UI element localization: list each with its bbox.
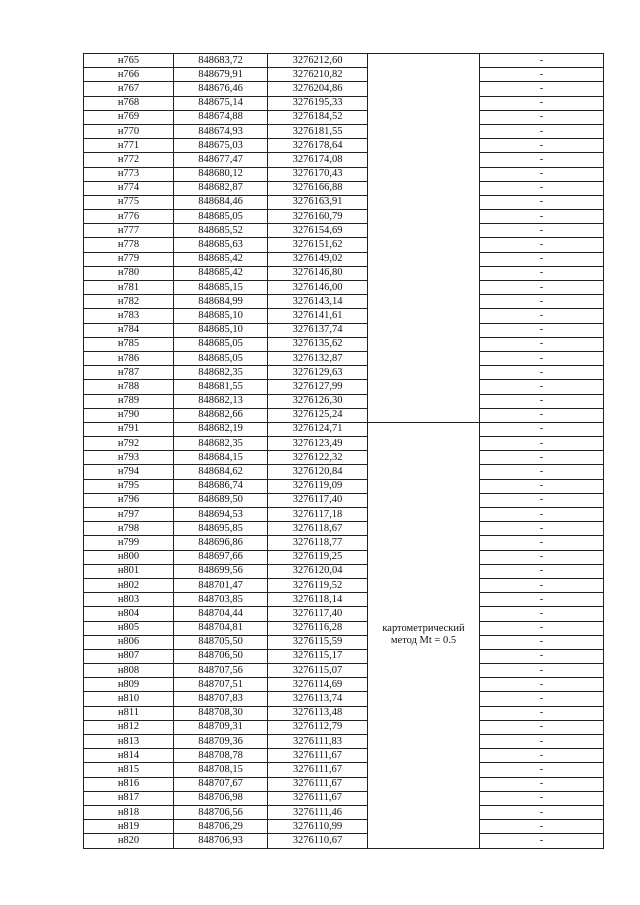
y-coordinate-cell: 3276117,40: [268, 607, 368, 621]
accuracy-note-cell: -: [480, 181, 604, 195]
y-coordinate-cell: 3276119,09: [268, 479, 368, 493]
point-id-cell: н815: [84, 763, 174, 777]
table-row: [84, 791, 604, 805]
y-coordinate-cell: 3276118,77: [268, 536, 368, 550]
accuracy-note-cell: -: [480, 649, 604, 663]
table-row: [84, 337, 604, 351]
y-coordinate-cell: 3276111,46: [268, 805, 368, 819]
x-coordinate-cell: 848705,50: [174, 635, 268, 649]
accuracy-note-cell: -: [480, 110, 604, 124]
accuracy-note-cell: -: [480, 153, 604, 167]
y-coordinate-cell: 3276114,69: [268, 678, 368, 692]
table-row: [84, 195, 604, 209]
accuracy-note-cell: -: [480, 337, 604, 351]
point-id-cell: н774: [84, 181, 174, 195]
accuracy-note-cell: -: [480, 238, 604, 252]
x-coordinate-cell: 848707,51: [174, 678, 268, 692]
x-coordinate-cell: 848682,13: [174, 394, 268, 408]
accuracy-note-cell: -: [480, 54, 604, 68]
x-coordinate-cell: 848696,86: [174, 536, 268, 550]
x-coordinate-cell: 848685,05: [174, 337, 268, 351]
point-id-cell: н773: [84, 167, 174, 181]
table-row: [84, 110, 604, 124]
accuracy-note-cell: -: [480, 139, 604, 153]
table-row: [84, 678, 604, 692]
accuracy-note-cell: -: [480, 380, 604, 394]
x-coordinate-cell: 848685,05: [174, 351, 268, 365]
method-line-2: метод Mt = 0.5: [390, 635, 457, 647]
y-coordinate-cell: 3276174,08: [268, 153, 368, 167]
y-coordinate-cell: 3276132,87: [268, 351, 368, 365]
table-row: [84, 820, 604, 834]
table-row: [84, 578, 604, 592]
accuracy-note-cell: -: [480, 678, 604, 692]
table-row: [84, 692, 604, 706]
table-row: [84, 465, 604, 479]
x-coordinate-cell: 848674,88: [174, 110, 268, 124]
y-coordinate-cell: 3276117,18: [268, 508, 368, 522]
y-coordinate-cell: 3276115,59: [268, 635, 368, 649]
point-id-cell: н785: [84, 337, 174, 351]
y-coordinate-cell: 3276120,04: [268, 564, 368, 578]
y-coordinate-cell: 3276141,61: [268, 309, 368, 323]
accuracy-note-cell: -: [480, 167, 604, 181]
x-coordinate-cell: 848675,03: [174, 139, 268, 153]
table-row: [84, 635, 604, 649]
accuracy-note-cell: -: [480, 664, 604, 678]
point-id-cell: н772: [84, 153, 174, 167]
table-row: [84, 408, 604, 422]
x-coordinate-cell: 848708,78: [174, 749, 268, 763]
table-row: [84, 508, 604, 522]
table-row: [84, 380, 604, 394]
x-coordinate-cell: 848685,10: [174, 309, 268, 323]
point-id-cell: н777: [84, 224, 174, 238]
accuracy-note-cell: -: [480, 82, 604, 96]
point-id-cell: н797: [84, 508, 174, 522]
point-id-cell: н794: [84, 465, 174, 479]
accuracy-note-cell: -: [480, 706, 604, 720]
x-coordinate-cell: 848685,63: [174, 238, 268, 252]
x-coordinate-cell: 848704,44: [174, 607, 268, 621]
table-row: [84, 649, 604, 663]
table-row: [84, 550, 604, 564]
accuracy-note-cell: -: [480, 465, 604, 479]
y-coordinate-cell: 3276149,02: [268, 252, 368, 266]
table-row: [84, 536, 604, 550]
accuracy-note-cell: -: [480, 621, 604, 635]
x-coordinate-cell: 848675,14: [174, 96, 268, 110]
table-row: [84, 564, 604, 578]
accuracy-note-cell: -: [480, 309, 604, 323]
y-coordinate-cell: 3276117,40: [268, 493, 368, 507]
table-row: [84, 522, 604, 536]
accuracy-note-cell: -: [480, 820, 604, 834]
point-id-cell: н778: [84, 238, 174, 252]
x-coordinate-cell: 848697,66: [174, 550, 268, 564]
accuracy-note-cell: -: [480, 422, 604, 436]
x-coordinate-cell: 848699,56: [174, 564, 268, 578]
point-id-cell: н798: [84, 522, 174, 536]
accuracy-note-cell: -: [480, 763, 604, 777]
x-coordinate-cell: 848685,52: [174, 224, 268, 238]
table-row: [84, 720, 604, 734]
point-id-cell: н806: [84, 635, 174, 649]
table-row: [84, 366, 604, 380]
accuracy-note-cell: -: [480, 210, 604, 224]
table-row: [84, 153, 604, 167]
accuracy-note-cell: -: [480, 522, 604, 536]
accuracy-note-cell: -: [480, 351, 604, 365]
x-coordinate-cell: 848679,91: [174, 68, 268, 82]
y-coordinate-cell: 3276113,48: [268, 706, 368, 720]
table-row: [84, 763, 604, 777]
table-row: [84, 777, 604, 791]
point-id-cell: н782: [84, 295, 174, 309]
table-row: [84, 834, 604, 848]
table-row: [84, 735, 604, 749]
accuracy-note-cell: -: [480, 692, 604, 706]
accuracy-note-cell: -: [480, 96, 604, 110]
y-coordinate-cell: 3276212,60: [268, 54, 368, 68]
point-id-cell: н812: [84, 720, 174, 734]
x-coordinate-cell: 848674,93: [174, 124, 268, 138]
x-coordinate-cell: 848685,15: [174, 281, 268, 295]
x-coordinate-cell: 848709,36: [174, 735, 268, 749]
table-row: [84, 451, 604, 465]
x-coordinate-cell: 848682,35: [174, 437, 268, 451]
accuracy-note-cell: -: [480, 735, 604, 749]
x-coordinate-cell: 848694,53: [174, 508, 268, 522]
y-coordinate-cell: 3276110,67: [268, 834, 368, 848]
table-row: [84, 706, 604, 720]
x-coordinate-cell: 848681,55: [174, 380, 268, 394]
x-coordinate-cell: 848707,56: [174, 664, 268, 678]
table-row: [84, 394, 604, 408]
x-coordinate-cell: 848706,56: [174, 805, 268, 819]
accuracy-note-cell: -: [480, 550, 604, 564]
table-row: [84, 493, 604, 507]
y-coordinate-cell: 3276113,74: [268, 692, 368, 706]
method-line-1: картометрический: [382, 623, 465, 635]
table-row: [84, 664, 604, 678]
y-coordinate-cell: 3276110,99: [268, 820, 368, 834]
point-id-cell: н770: [84, 124, 174, 138]
point-id-cell: н775: [84, 195, 174, 209]
point-id-cell: н788: [84, 380, 174, 394]
accuracy-note-cell: -: [480, 635, 604, 649]
y-coordinate-cell: 3276163,91: [268, 195, 368, 209]
point-id-cell: н787: [84, 366, 174, 380]
point-id-cell: н803: [84, 593, 174, 607]
x-coordinate-cell: 848684,15: [174, 451, 268, 465]
table-row: [84, 167, 604, 181]
x-coordinate-cell: 848686,74: [174, 479, 268, 493]
point-id-cell: н783: [84, 309, 174, 323]
table-row: [84, 54, 604, 68]
table-row: [84, 181, 604, 195]
coordinates-table: [83, 53, 604, 849]
table-row: [84, 238, 604, 252]
y-coordinate-cell: 3276116,28: [268, 621, 368, 635]
y-coordinate-cell: 3276123,49: [268, 437, 368, 451]
y-coordinate-cell: 3276111,83: [268, 735, 368, 749]
point-id-cell: н820: [84, 834, 174, 848]
accuracy-note-cell: -: [480, 124, 604, 138]
x-coordinate-cell: 848706,98: [174, 791, 268, 805]
y-coordinate-cell: 3276195,33: [268, 96, 368, 110]
point-id-cell: н781: [84, 281, 174, 295]
accuracy-note-cell: -: [480, 437, 604, 451]
y-coordinate-cell: 3276154,69: [268, 224, 368, 238]
point-id-cell: н804: [84, 607, 174, 621]
point-id-cell: н819: [84, 820, 174, 834]
x-coordinate-cell: 848685,05: [174, 210, 268, 224]
accuracy-note-cell: -: [480, 791, 604, 805]
y-coordinate-cell: 3276210,82: [268, 68, 368, 82]
accuracy-note-cell: -: [480, 607, 604, 621]
table-row: [84, 224, 604, 238]
point-id-cell: н818: [84, 805, 174, 819]
accuracy-note-cell: -: [480, 394, 604, 408]
table-row: [84, 805, 604, 819]
accuracy-note-cell: -: [480, 479, 604, 493]
point-id-cell: н776: [84, 210, 174, 224]
accuracy-note-cell: -: [480, 805, 604, 819]
point-id-cell: н799: [84, 536, 174, 550]
point-id-cell: н769: [84, 110, 174, 124]
accuracy-note-cell: -: [480, 777, 604, 791]
table-row: [84, 210, 604, 224]
point-id-cell: н790: [84, 408, 174, 422]
x-coordinate-cell: 848706,50: [174, 649, 268, 663]
point-id-cell: н767: [84, 82, 174, 96]
accuracy-note-cell: -: [480, 749, 604, 763]
y-coordinate-cell: 3276119,52: [268, 578, 368, 592]
table-row: [84, 252, 604, 266]
y-coordinate-cell: 3276118,67: [268, 522, 368, 536]
x-coordinate-cell: 848682,35: [174, 366, 268, 380]
accuracy-note-cell: -: [480, 323, 604, 337]
x-coordinate-cell: 848677,47: [174, 153, 268, 167]
y-coordinate-cell: 3276122,32: [268, 451, 368, 465]
y-coordinate-cell: 3276181,55: [268, 124, 368, 138]
x-coordinate-cell: 848708,30: [174, 706, 268, 720]
accuracy-note-cell: -: [480, 834, 604, 848]
y-coordinate-cell: 3276170,43: [268, 167, 368, 181]
y-coordinate-cell: 3276184,52: [268, 110, 368, 124]
point-id-cell: н795: [84, 479, 174, 493]
x-coordinate-cell: 848708,15: [174, 763, 268, 777]
point-id-cell: н813: [84, 735, 174, 749]
accuracy-note-cell: -: [480, 564, 604, 578]
y-coordinate-cell: 3276124,71: [268, 422, 368, 436]
table-row: [84, 479, 604, 493]
table-row: [84, 593, 604, 607]
x-coordinate-cell: 848703,85: [174, 593, 268, 607]
table-row: [84, 437, 604, 451]
x-coordinate-cell: 848684,62: [174, 465, 268, 479]
x-coordinate-cell: 848684,99: [174, 295, 268, 309]
y-coordinate-cell: 3276112,79: [268, 720, 368, 734]
x-coordinate-cell: 848707,83: [174, 692, 268, 706]
table-row: [84, 351, 604, 365]
point-id-cell: н780: [84, 266, 174, 280]
method-cell: [368, 422, 480, 848]
accuracy-note-cell: -: [480, 195, 604, 209]
point-id-cell: н786: [84, 351, 174, 365]
y-coordinate-cell: 3276151,62: [268, 238, 368, 252]
accuracy-note-cell: -: [480, 266, 604, 280]
y-coordinate-cell: 3276115,07: [268, 664, 368, 678]
y-coordinate-cell: 3276135,62: [268, 337, 368, 351]
coordinates-table-body: [84, 54, 604, 849]
table-row: [84, 749, 604, 763]
table-row: [84, 422, 604, 436]
point-id-cell: н789: [84, 394, 174, 408]
point-id-cell: н771: [84, 139, 174, 153]
point-id-cell: н800: [84, 550, 174, 564]
point-id-cell: н808: [84, 664, 174, 678]
y-coordinate-cell: 3276204,86: [268, 82, 368, 96]
y-coordinate-cell: 3276137,74: [268, 323, 368, 337]
point-id-cell: н811: [84, 706, 174, 720]
point-id-cell: н801: [84, 564, 174, 578]
x-coordinate-cell: 848682,19: [174, 422, 268, 436]
y-coordinate-cell: 3276126,30: [268, 394, 368, 408]
x-coordinate-cell: 848685,42: [174, 252, 268, 266]
x-coordinate-cell: 848685,10: [174, 323, 268, 337]
y-coordinate-cell: 3276119,25: [268, 550, 368, 564]
point-id-cell: н810: [84, 692, 174, 706]
y-coordinate-cell: 3276146,80: [268, 266, 368, 280]
y-coordinate-cell: 3276127,99: [268, 380, 368, 394]
y-coordinate-cell: 3276120,84: [268, 465, 368, 479]
accuracy-note-cell: -: [480, 252, 604, 266]
accuracy-note-cell: -: [480, 408, 604, 422]
x-coordinate-cell: 848709,31: [174, 720, 268, 734]
x-coordinate-cell: 848680,12: [174, 167, 268, 181]
point-id-cell: н791: [84, 422, 174, 436]
x-coordinate-cell: 848685,42: [174, 266, 268, 280]
point-id-cell: н817: [84, 791, 174, 805]
x-coordinate-cell: 848676,46: [174, 82, 268, 96]
method-cell-upper: [368, 54, 480, 423]
coordinates-sheet: [83, 53, 603, 849]
accuracy-note-cell: -: [480, 493, 604, 507]
accuracy-note-cell: -: [480, 451, 604, 465]
point-id-cell: н814: [84, 749, 174, 763]
point-id-cell: н768: [84, 96, 174, 110]
y-coordinate-cell: 3276111,67: [268, 777, 368, 791]
point-id-cell: н784: [84, 323, 174, 337]
point-id-cell: н816: [84, 777, 174, 791]
point-id-cell: н793: [84, 451, 174, 465]
point-id-cell: н766: [84, 68, 174, 82]
accuracy-note-cell: -: [480, 578, 604, 592]
table-row: [84, 621, 604, 635]
accuracy-note-cell: -: [480, 281, 604, 295]
table-row: [84, 323, 604, 337]
accuracy-note-cell: -: [480, 224, 604, 238]
accuracy-note-cell: -: [480, 720, 604, 734]
x-coordinate-cell: 848689,50: [174, 493, 268, 507]
table-row: [84, 309, 604, 323]
accuracy-note-cell: -: [480, 508, 604, 522]
y-coordinate-cell: 3276129,63: [268, 366, 368, 380]
y-coordinate-cell: 3276125,24: [268, 408, 368, 422]
y-coordinate-cell: 3276115,17: [268, 649, 368, 663]
point-id-cell: н796: [84, 493, 174, 507]
y-coordinate-cell: 3276146,00: [268, 281, 368, 295]
accuracy-note-cell: -: [480, 593, 604, 607]
y-coordinate-cell: 3276111,67: [268, 749, 368, 763]
y-coordinate-cell: 3276118,14: [268, 593, 368, 607]
x-coordinate-cell: 848683,72: [174, 54, 268, 68]
point-id-cell: н802: [84, 578, 174, 592]
table-row: [84, 96, 604, 110]
x-coordinate-cell: 848704,81: [174, 621, 268, 635]
accuracy-note-cell: -: [480, 68, 604, 82]
accuracy-note-cell: -: [480, 295, 604, 309]
y-coordinate-cell: 3276178,64: [268, 139, 368, 153]
table-row: [84, 295, 604, 309]
table-row: [84, 139, 604, 153]
point-id-cell: н765: [84, 54, 174, 68]
point-id-cell: н792: [84, 437, 174, 451]
table-row: [84, 266, 604, 280]
accuracy-note-cell: -: [480, 366, 604, 380]
point-id-cell: н809: [84, 678, 174, 692]
x-coordinate-cell: 848684,46: [174, 195, 268, 209]
table-row: [84, 124, 604, 138]
y-coordinate-cell: 3276111,67: [268, 791, 368, 805]
accuracy-note-cell: -: [480, 536, 604, 550]
y-coordinate-cell: 3276143,14: [268, 295, 368, 309]
point-id-cell: н779: [84, 252, 174, 266]
table-row: [84, 68, 604, 82]
x-coordinate-cell: 848682,87: [174, 181, 268, 195]
y-coordinate-cell: 3276166,88: [268, 181, 368, 195]
table-row: [84, 82, 604, 96]
x-coordinate-cell: 848706,93: [174, 834, 268, 848]
x-coordinate-cell: 848707,67: [174, 777, 268, 791]
point-id-cell: н805: [84, 621, 174, 635]
table-row: [84, 607, 604, 621]
y-coordinate-cell: 3276111,67: [268, 763, 368, 777]
y-coordinate-cell: 3276160,79: [268, 210, 368, 224]
x-coordinate-cell: 848701,47: [174, 578, 268, 592]
table-row: [84, 281, 604, 295]
x-coordinate-cell: 848695,85: [174, 522, 268, 536]
point-id-cell: н807: [84, 649, 174, 663]
x-coordinate-cell: 848682,66: [174, 408, 268, 422]
x-coordinate-cell: 848706,29: [174, 820, 268, 834]
